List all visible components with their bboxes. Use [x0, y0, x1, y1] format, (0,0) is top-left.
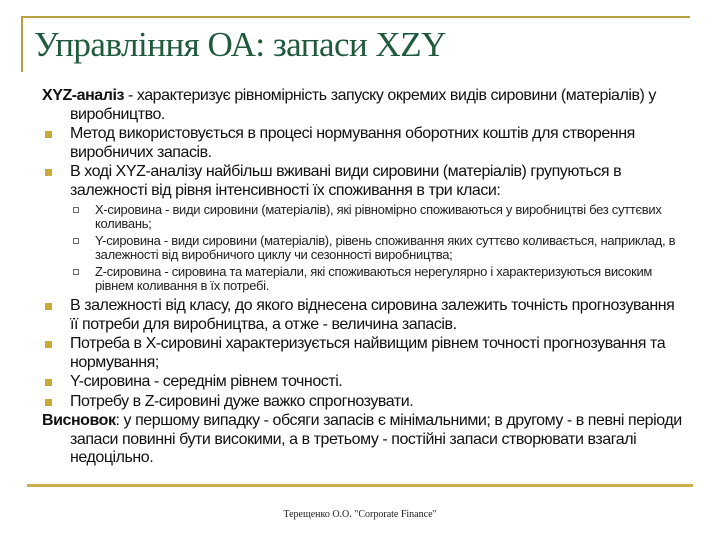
bullet-item: [42, 373, 682, 392]
bullet-text: Потреба в X-сировині характеризується найвищим рівнем точності прогнозування та нормування;: [70, 335, 666, 371]
bullet-item: [42, 393, 682, 412]
sub-bullet-item: [42, 265, 682, 293]
conclusion-term: Висновок: [42, 412, 116, 429]
bullet-item: [42, 163, 682, 200]
intro-paragraph: [42, 87, 682, 124]
slide-body: [42, 87, 682, 469]
hollow-square-bullet-icon: [73, 238, 79, 244]
conclusion-paragraph: [42, 412, 682, 468]
slide-title: Управління ОА: запаси XZY: [34, 25, 446, 64]
hollow-square-bullet-icon: [73, 207, 79, 213]
sub-bullet-text: X-сировина - види сировини (матеріалів), які рівномірно споживаються у виробництві без суттєвих коливань;: [95, 202, 662, 231]
title-left-rule: [21, 16, 23, 72]
sub-bullet-item: [42, 234, 682, 262]
square-bullet-icon: [45, 169, 52, 176]
square-bullet-icon: [45, 379, 52, 386]
footer-text: Терещенко О.О. "Corporate Finance": [283, 509, 437, 520]
bullet-item: [42, 125, 682, 162]
bullet-text: Потребу в Z-сировині дуже важко спрогнозувати.: [70, 392, 414, 410]
intro-text: - характеризує рівномірність запуску окремих видів сировини (матеріалів) у виробництво.: [70, 87, 656, 123]
sub-bullet-text: Z-сировина - сировина та матеріали, які споживаються нерегулярно і характеризуються високим рівнем коливання в їх потребі.: [95, 264, 653, 293]
bullet-item: [42, 335, 682, 372]
footer-rule: [27, 484, 693, 487]
square-bullet-icon: [45, 131, 52, 138]
conclusion-text: : у першому випадку - обсяги запасів є мінімальними; в другому - в певні періоди запаси повинні бути високими, а в третьому - постійні запаси створювати взагалі недоцільно.: [70, 412, 682, 466]
bullet-item: [42, 297, 682, 334]
title-top-rule: [22, 16, 690, 18]
bullet-text: В залежності від класу, до якого віднесена сировина залежить точність прогнозування її потреби для виробництва, а отже - величина запасів.: [70, 297, 675, 333]
square-bullet-icon: [45, 399, 52, 406]
intro-term: XYZ-аналіз: [42, 87, 124, 104]
bullet-text: Метод використовується в процесі нормування оборотних коштів для створення виробничих запасів.: [70, 125, 635, 161]
hollow-square-bullet-icon: [73, 269, 79, 275]
sub-bullet-list: [42, 203, 682, 293]
bullet-text: В ході XYZ-аналізу найбільш вживані види сировини (матеріалів) групуються в залежності від рівня інтенсивності їх споживання в три класи:: [70, 163, 622, 199]
square-bullet-icon: [45, 341, 52, 348]
sub-bullet-item: [42, 203, 682, 231]
sub-bullet-text: Y-сировина - види сировини (матеріалів), рівень споживання яких суттєво коливається, наприклад, в залежності від виробничого циклу чи сезонності виробництва;: [95, 233, 676, 262]
square-bullet-icon: [45, 303, 52, 310]
bullet-text: Y-сировина - середнім рівнем точності.: [70, 373, 343, 390]
